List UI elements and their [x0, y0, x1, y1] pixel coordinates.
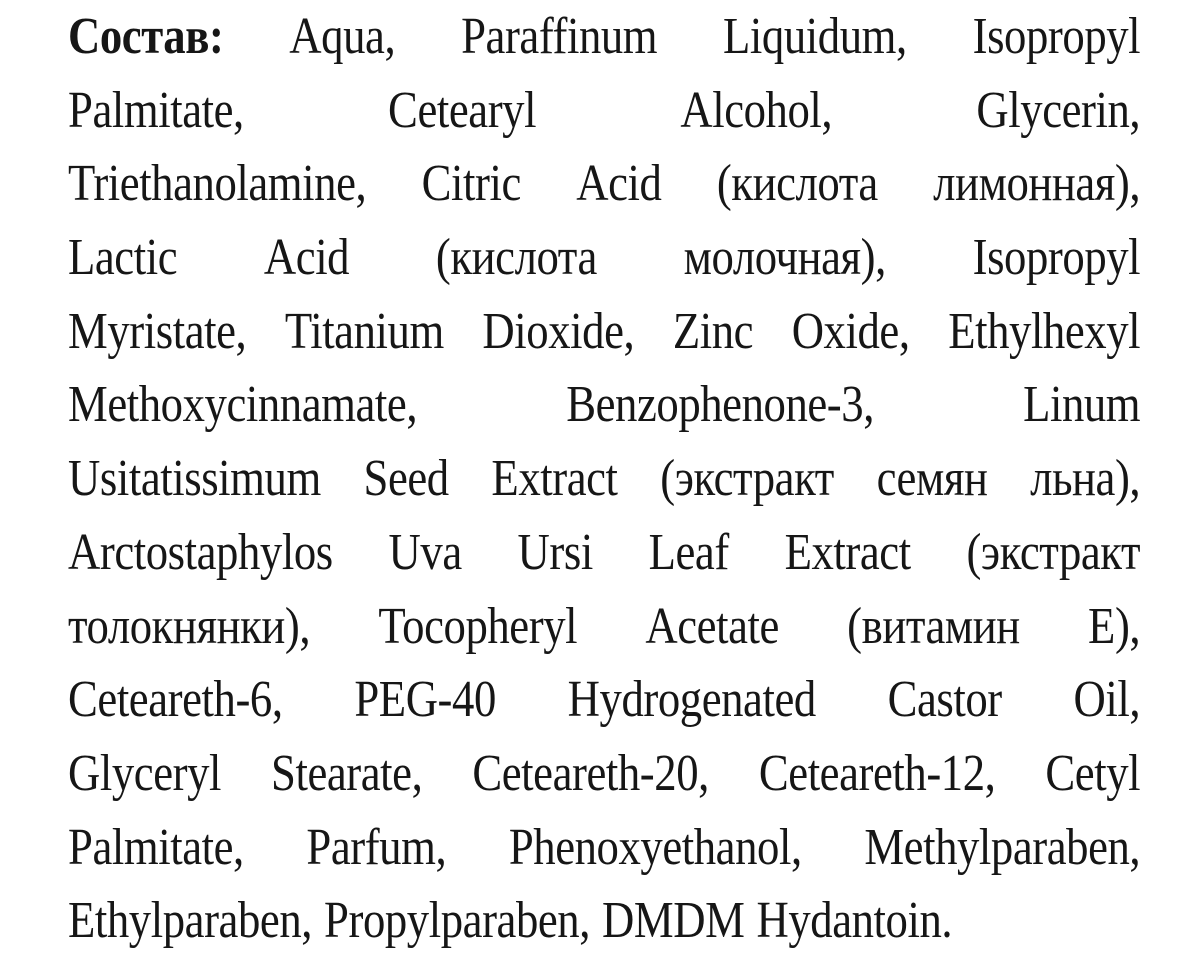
- ingredient-word: DMDM: [602, 892, 745, 950]
- ingredient-word: (экстракт: [660, 450, 834, 508]
- ingredient-word: Oxide,: [791, 302, 910, 360]
- ingredient-word: Propylparaben,: [324, 892, 590, 950]
- ingredient-word: Hydrogenated: [567, 671, 816, 729]
- ingredient-word: (витамин: [847, 597, 1020, 655]
- ingredient-word: Triethanolamine,: [68, 155, 367, 213]
- ingredient-word: Extract: [491, 450, 618, 508]
- ingredient-word: Ursi: [517, 523, 593, 581]
- ingredient-word: молочная),: [683, 229, 886, 287]
- ingredient-line: [68, 221, 1140, 295]
- ingredient-word: Parfum,: [306, 818, 447, 876]
- ingredient-line: [68, 884, 1140, 958]
- ingredient-word: Aqua,: [289, 8, 396, 65]
- ingredient-word: Acid: [263, 229, 350, 287]
- ingredient-word: Ethylhexyl: [948, 302, 1141, 360]
- ingredient-word: Isopropyl: [972, 229, 1141, 287]
- ingredient-word: Usitatissimum: [68, 450, 321, 508]
- ingredient-word: льна),: [1030, 450, 1141, 508]
- ingredient-line: [68, 295, 1140, 369]
- ingredient-word: Cetyl: [1045, 744, 1141, 802]
- ingredient-word: Methylparaben,: [864, 818, 1141, 876]
- ingredient-word: Leaf: [648, 523, 729, 581]
- ingredient-word: Benzophenone-3,: [566, 376, 874, 434]
- ingredient-line: [68, 663, 1140, 737]
- ingredient-word: Extract: [784, 523, 911, 581]
- ingredient-word: Castor: [887, 671, 1002, 729]
- ingredient-word: Phenoxyethanol,: [508, 818, 802, 876]
- ingredient-word: E),: [1088, 597, 1141, 655]
- ingredient-word: Paraffinum: [461, 8, 658, 65]
- ingredient-line: [68, 74, 1140, 148]
- ingredient-line: [68, 147, 1140, 221]
- ingredient-word: (кислота: [435, 229, 597, 287]
- ingredient-word: Dioxide,: [482, 302, 635, 360]
- ingredient-line: [68, 368, 1140, 442]
- ingredient-word: PEG-40: [354, 671, 496, 729]
- ingredient-word: Lactic: [68, 229, 178, 287]
- ingredient-word: Alcohol,: [680, 81, 833, 139]
- ingredient-line: [68, 442, 1140, 516]
- ingredient-word: Ceteareth-6,: [68, 671, 283, 729]
- ingredient-word: Acetate: [645, 597, 779, 655]
- ingredient-word: Tocopheryl: [378, 597, 578, 655]
- ingredient-word: Linum: [1023, 376, 1141, 434]
- ingredients-text: [68, 0, 1140, 958]
- ingredient-word: Uva: [388, 523, 462, 581]
- ingredient-word: Stearate,: [271, 744, 423, 802]
- ingredient-word: Palmitate,: [68, 818, 244, 876]
- ingredient-word: Hydantoin.: [756, 892, 953, 950]
- ingredient-word: Palmitate,: [68, 81, 244, 139]
- ingredient-word: Cetearyl: [388, 81, 537, 139]
- ingredient-word: толокнянки),: [68, 597, 311, 655]
- ingredient-line: [68, 0, 1140, 74]
- ingredient-word: Zinc: [672, 302, 754, 360]
- ingredient-word: (экстракт: [966, 523, 1141, 581]
- ingredient-word: Acid: [576, 155, 662, 213]
- ingredient-word: Liquidum,: [723, 8, 907, 65]
- ingredient-word: (кислота: [716, 155, 878, 213]
- ingredient-word: Arctostaphylos: [68, 523, 333, 581]
- ingredient-word: Isopropyl: [972, 8, 1141, 65]
- ingredient-word: лимонная),: [933, 155, 1141, 213]
- ingredient-word: Ethylparaben,: [68, 892, 312, 950]
- ingredient-word: Titanium: [284, 302, 444, 360]
- ingredient-line: [68, 811, 1140, 885]
- composition-label: Состав:: [68, 8, 224, 65]
- ingredient-word: Myristate,: [68, 302, 247, 360]
- ingredient-line: [68, 737, 1140, 811]
- ingredient-word: Methoxycinnamate,: [68, 376, 418, 434]
- ingredient-word: Glyceryl: [68, 744, 222, 802]
- ingredient-word: Ceteareth-20,: [472, 744, 709, 802]
- ingredient-word: Glycerin,: [976, 81, 1141, 139]
- ingredient-word: Oil,: [1073, 671, 1141, 729]
- ingredient-word: Ceteareth-12,: [758, 744, 996, 802]
- ingredient-word: семян: [876, 450, 988, 508]
- ingredient-line: [68, 516, 1140, 590]
- ingredient-line: [68, 590, 1140, 664]
- ingredient-word: Citric: [421, 155, 521, 213]
- ingredient-word: Seed: [363, 450, 449, 508]
